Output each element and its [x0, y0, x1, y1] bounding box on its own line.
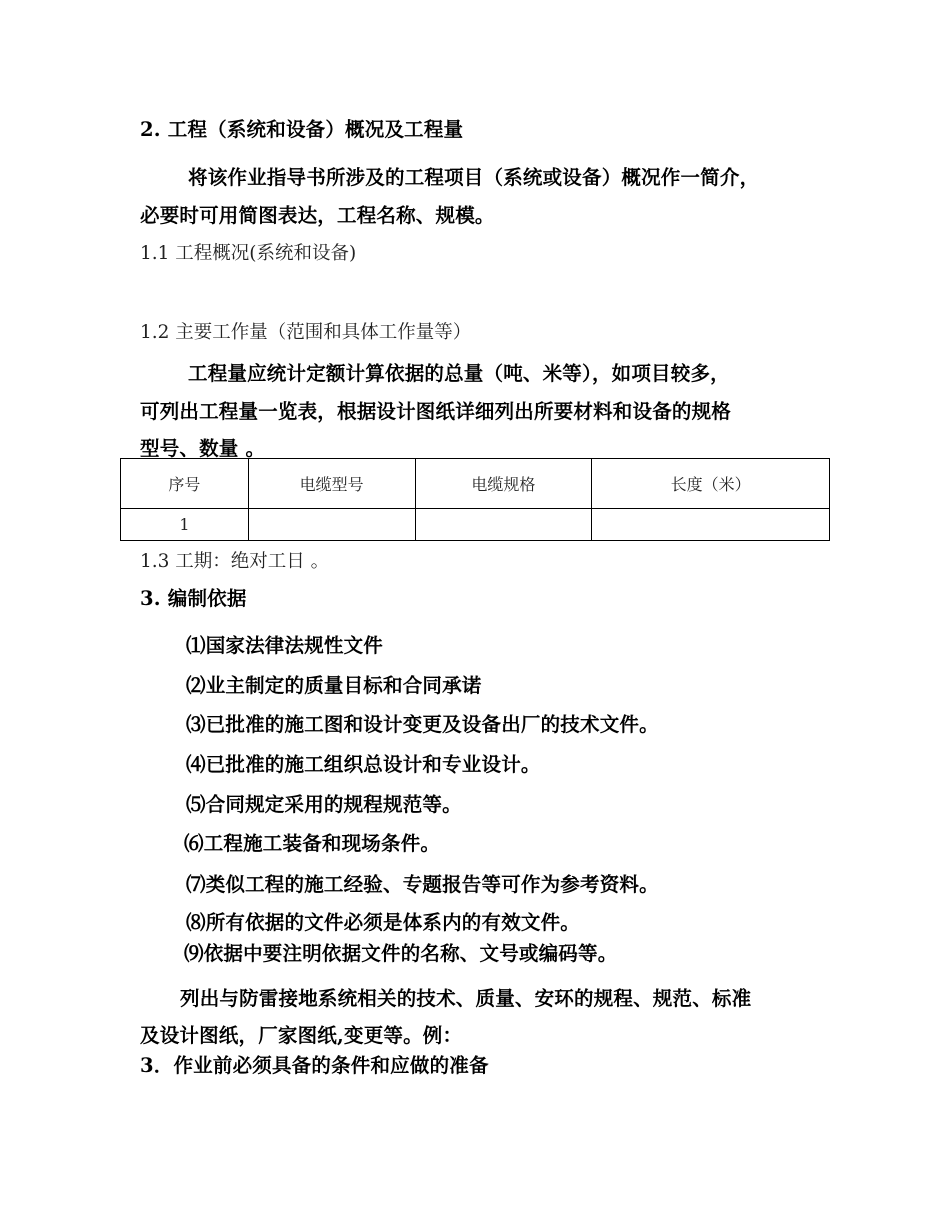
cable-table [120, 458, 830, 541]
table-cell [415, 509, 592, 541]
table-cell [248, 509, 415, 541]
header-cable-spec: 电缆规格 [415, 459, 592, 509]
basis-item-2: ⑵业主制定的质量目标和合同承诺 [186, 674, 482, 697]
subsection-1-1-heading: 1.1 工程概况(系统和设备) [140, 243, 357, 264]
basis-note-line-1: 列出与防雷接地系统相关的技术、质量、安环的规程、规范、标准 [180, 987, 752, 1010]
basis-item-3: ⑶已批准的施工图和设计变更及设备出厂的技术文件。 [186, 713, 659, 736]
workload-text-line-3: 型号、数量 。 [140, 437, 266, 460]
table-row [121, 509, 830, 541]
subsection-1-2-heading: 1.2 主要工作量（范围和具体工作量等） [140, 322, 472, 343]
section-2-intro-line-1: 将该作业指导书所涉及的工程项目（系统或设备）概况作一简介， [188, 166, 760, 189]
basis-item-7: ⑺类似工程的施工经验、专题报告等可作为参考资料。 [186, 873, 659, 896]
header-length: 长度（米） [592, 459, 830, 509]
basis-item-6: ⑹工程施工装备和现场条件。 [184, 832, 441, 855]
basis-item-9: ⑼依据中要注明依据文件的名称、文号或编码等。 [184, 942, 618, 965]
header-cable-model: 电缆型号 [248, 459, 415, 509]
subsection-1-3-duration: 1.3 工期：绝对工日 。 [140, 551, 330, 572]
basis-item-1: ⑴国家法律法规性文件 [186, 634, 384, 657]
section-2-heading: 2. 工程（系统和设备）概况及工程量 [140, 118, 464, 141]
workload-text-line-2: 可列出工程量一览表，根据设计图纸详细列出所要材料和设备的规格 [140, 400, 732, 423]
basis-item-4: ⑷已批准的施工组织总设计和专业设计。 [186, 753, 541, 776]
header-index: 序号 [121, 459, 249, 509]
basis-item-8: ⑻所有依据的文件必须是体系内的有效文件。 [186, 911, 581, 934]
basis-item-5: ⑸合同规定采用的规程规范等。 [186, 793, 462, 816]
table-cell [592, 509, 830, 541]
workload-text-line-1: 工程量应统计定额计算依据的总量（吨、米等），如项目较多， [188, 362, 730, 385]
table-cell: 1 [121, 509, 249, 541]
section-2-intro-line-2: 必要时可用简图表达，工程名称、规模。 [140, 204, 495, 227]
section-3b-heading: 3．作业前必须具备的条件和应做的准备 [140, 1054, 489, 1077]
basis-note-line-2: 及设计图纸，厂家图纸,变更等。例： [140, 1024, 463, 1047]
table-header-row [121, 459, 830, 509]
section-3-heading: 3. 编制依据 [140, 587, 247, 610]
